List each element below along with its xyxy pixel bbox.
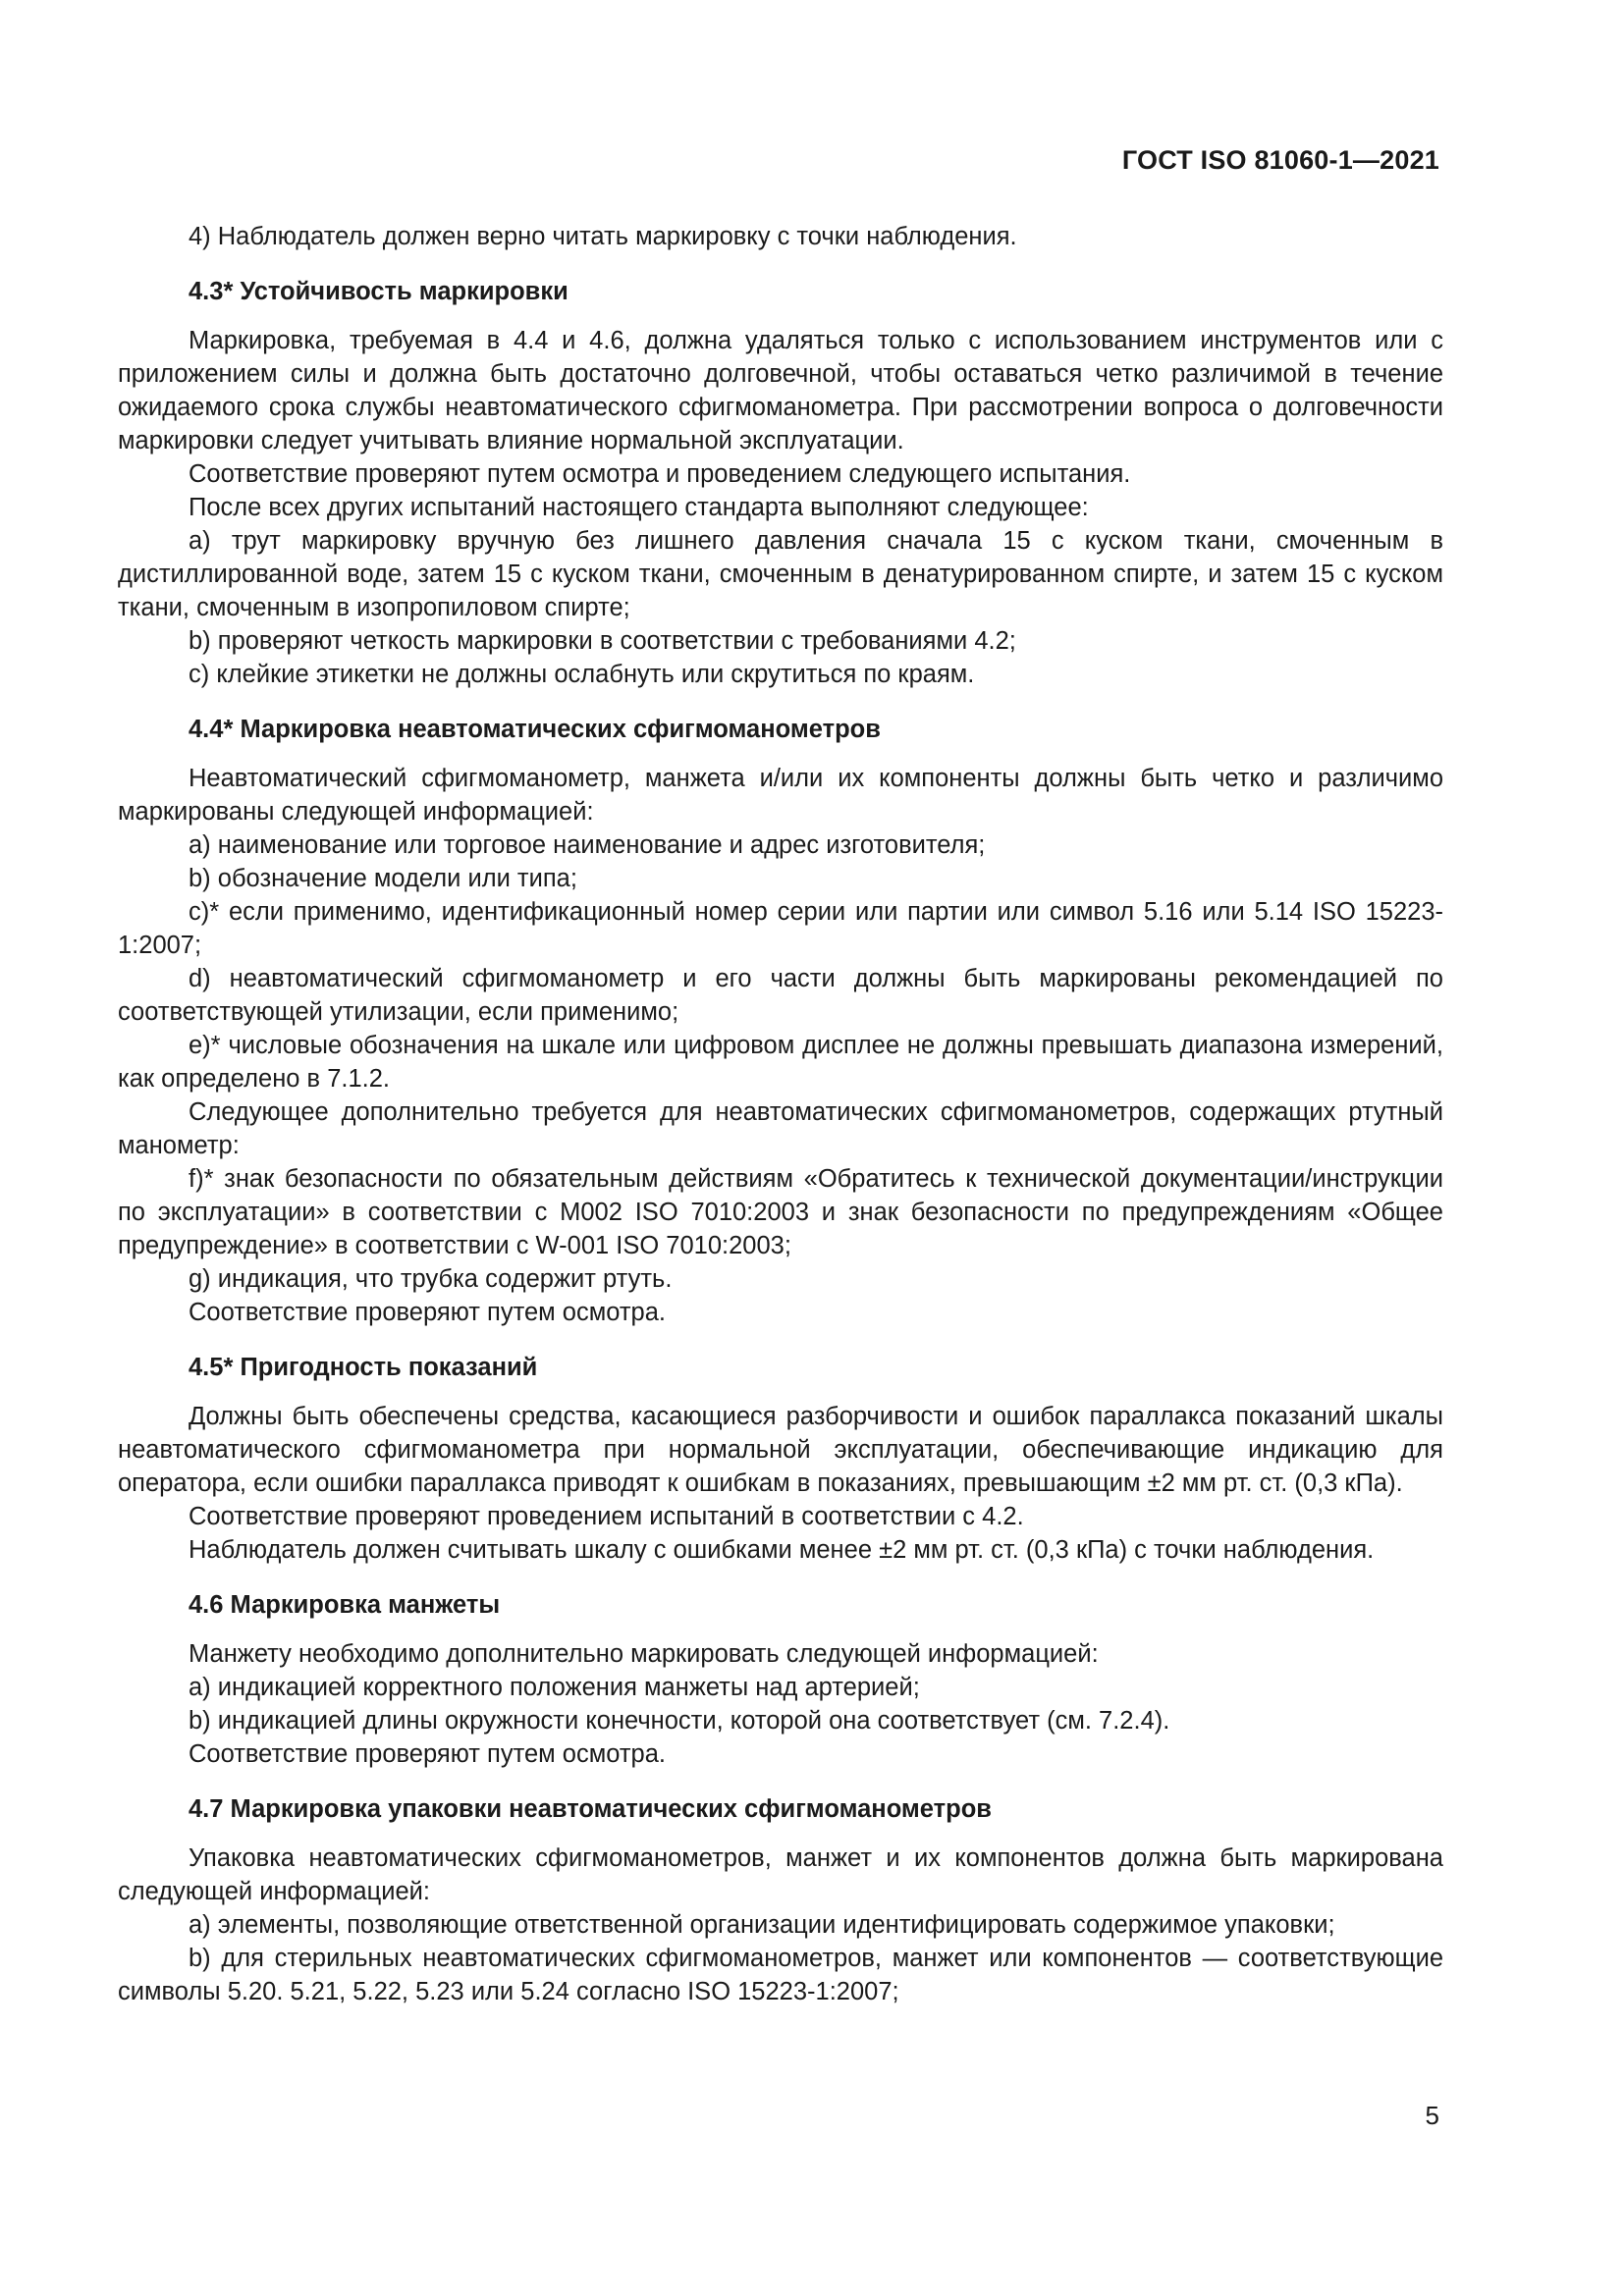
list-item: c)* если применимо, идентификационный номер серии или партии или символ 5.16 или 5.14 ISO 15223-1:2007; xyxy=(118,898,1443,959)
paragraph: Неавтоматический сфигмоманометр, манжета и/или их компоненты должны быть четко и различимо маркированы следующей информацией: xyxy=(118,765,1443,826)
list-item: e)* числовые обозначения на шкале или цифровом дисплее не должны превышать диапазона измерений, как определено в 7.1.2. xyxy=(118,1032,1443,1093)
list-item: а) трут маркировку вручную без лишнего давления сначала 15 с куском ткани, смоченным в дистиллированной воде, затем 15 с куском ткани, смоченным в денатурированном спирте, и затем 15 с куском ткани, смоченным в изопропиловом спирте; xyxy=(118,527,1443,621)
list-item: b) обозначение модели или типа; xyxy=(189,865,577,892)
section-heading-4-6: 4.6 Маркировка манжеты xyxy=(189,1591,501,1619)
list-item: g) индикация, что трубка содержит ртуть. xyxy=(189,1265,673,1293)
list-item: а) наименование или торговое наименование и адрес изготовителя; xyxy=(189,831,986,859)
list-item: а) элементы, позволяющие ответственной организации идентифицировать содержимое упаковки; xyxy=(189,1911,1335,1939)
paragraph: Соответствие проверяют путем осмотра и проведением следующего испытания. xyxy=(189,460,1131,488)
page-number: 5 xyxy=(1425,2101,1439,2130)
paragraph: Соответствие проверяют путем осмотра. xyxy=(189,1299,666,1326)
section-heading-4-7: 4.7 Маркировка упаковки неавтоматических сфигмоманометров xyxy=(189,1795,992,1823)
list-item: b) индикацией длины окружности конечности, которой она соответствует (см. 7.2.4). xyxy=(189,1707,1170,1735)
paragraph-intro-item4: 4) Наблюдатель должен верно читать маркировку с точки наблюдения. xyxy=(189,223,1017,250)
document-code-header: ГОСТ ISO 81060-1—2021 xyxy=(1121,145,1439,175)
paragraph: Следующее дополнительно требуется для неавтоматических сфигмоманометров, содержащих ртутный манометр: xyxy=(118,1098,1443,1159)
paragraph: Соответствие проверяют путем осмотра. xyxy=(189,1740,666,1768)
paragraph: Упаковка неавтоматических сфигмоманометров, манжет и их компонентов должна быть маркирована следующей информацией: xyxy=(118,1844,1443,1905)
section-heading-4-4: 4.4* Маркировка неавтоматических сфигмоманометров xyxy=(189,716,881,743)
paragraph: После всех других испытаний настоящего стандарта выполняют следующее: xyxy=(189,494,1089,521)
paragraph: Соответствие проверяют проведением испытаний в соответствии с 4.2. xyxy=(189,1503,1024,1530)
list-item: а) индикацией корректного положения манжеты над артерией; xyxy=(189,1674,920,1701)
list-item: b) проверяют четкость маркировки в соответствии с требованиями 4.2; xyxy=(189,627,1016,655)
list-item: f)* знак безопасности по обязательным действиям «Обратитесь к технической документации/инструкции по эксплуатации» в соответствии с M002 ISO 7010:2003 и знак безопасности по предупреждениям «Общее предупреждение» в соответствии с W-001 ISO 7010:2003; xyxy=(118,1165,1443,1259)
list-item: c) клейкие этикетки не должны ослабнуть или скрутиться по краям. xyxy=(189,661,975,688)
paragraph: Наблюдатель должен считывать шкалу с ошибками менее ±2 мм рт. ст. (0,3 кПа) с точки наблюдения. xyxy=(189,1536,1375,1564)
paragraph: Маркировка, требуемая в 4.4 и 4.6, должна удаляться только с использованием инструментов или с приложением силы и должна быть достаточно долговечной, чтобы оставаться четко различимой в течение ожидаемого срока службы неавтоматического сфигмоманометра. При рассмотрении вопроса о долговечности маркировки следует учитывать влияние нормальной эксплуатации. xyxy=(118,327,1443,454)
section-heading-4-3: 4.3* Устойчивость маркировки xyxy=(189,278,568,305)
list-item: d) неавтоматический сфигмоманометр и его части должны быть маркированы рекомендацией по соответствующей утилизации, если применимо; xyxy=(118,965,1443,1026)
document-body xyxy=(118,220,1443,2008)
paragraph: Манжету необходимо дополнительно маркировать следующей информацией: xyxy=(189,1640,1099,1668)
list-item: b) для стерильных неавтоматических сфигмоманометров, манжет или компонентов — соответствующие символы 5.20. 5.21, 5.22, 5.23 или 5.24 согласно ISO 15223-1:2007; xyxy=(118,1945,1443,2005)
paragraph: Должны быть обеспечены средства, касающиеся разборчивости и ошибок параллакса показаний шкалы неавтоматического сфигмоманометра при нормальной эксплуатации, обеспечивающие индикацию для оператора, если ошибки параллакса приводят к ошибкам в показаниях, превышающим ±2 мм рт. ст. (0,3 кПа). xyxy=(118,1403,1443,1497)
section-heading-4-5: 4.5* Пригодность показаний xyxy=(189,1354,538,1381)
